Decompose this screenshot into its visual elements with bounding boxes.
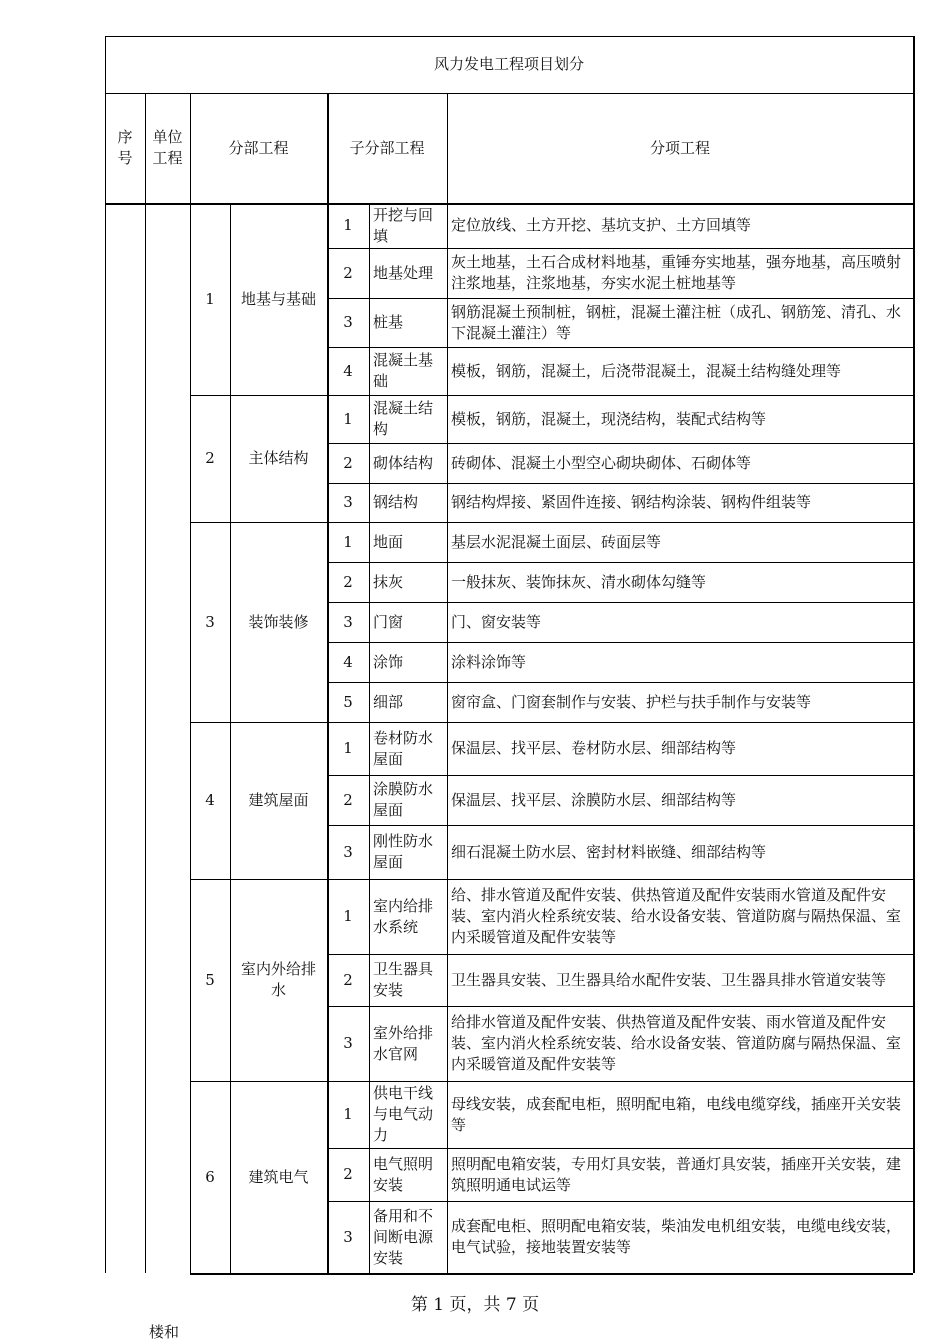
item-description: 一般抹灰、装饰抹灰、清水砌体勾缝等 — [451, 572, 707, 591]
subdivision-name: 供电干线与电气动力 — [373, 1084, 434, 1144]
subdivision-name: 备用和不间断电源安装 — [373, 1206, 434, 1267]
division-name: 地基与基础 — [240, 289, 316, 308]
header-seq: 序号 — [117, 128, 133, 167]
subdivision-number: 2 — [343, 970, 353, 989]
item-description: 基层水泥混凝土面层、砖面层等 — [451, 532, 662, 551]
item-description: 保温层、找平层、卷材防水层、细部结构等 — [451, 739, 737, 757]
division-name: 装饰装修 — [248, 612, 309, 631]
table-rule-vertical — [145, 93, 146, 1273]
division-name: 建筑电气 — [248, 1167, 309, 1186]
stray-text: 楼和 — [149, 1323, 180, 1341]
item-description: 给排水管道及配件安装、供热管道及配件安装、雨水管道及配件安装、室内消火栓系统安装、给水设备安装、管道防腐与隔热保温、室内采暖管道及配件安装等 — [451, 1013, 902, 1073]
subdivision-number: 3 — [343, 493, 353, 511]
item-description: 母线安装，成套配电柜，照明配电箱，电线电缆穿线，插座开关安装等 — [451, 1094, 902, 1134]
item-description: 灰土地基，土石合成材料地基，重锤夯实地基，强夯地基，高压喷射注浆地基，注浆地基，夯实水泥土桩地基等 — [451, 253, 902, 292]
division-number: 4 — [205, 791, 215, 809]
subdivision-name: 桩基 — [373, 313, 404, 331]
subdivision-number: 1 — [343, 1105, 353, 1123]
subdivision-number: 2 — [343, 1165, 353, 1183]
subdivision-number: 1 — [343, 216, 353, 234]
division-number: 3 — [205, 612, 215, 631]
item-description: 成套配电柜、照明配电箱安装，柴油发电机组安装，电缆电线安装，电气试验，接地装置安装等 — [451, 1217, 902, 1256]
item-description: 钢筋混凝土预制桩，钢桩，混凝土灌注桩（成孔、钢筋笼、清孔、水下混凝土灌注）等 — [451, 302, 902, 342]
subdivision-number: 4 — [343, 361, 353, 380]
item-description: 保温层、找平层、涂膜防水层、细部结构等 — [451, 790, 737, 809]
subdivision-name: 室外给排水官网 — [373, 1023, 434, 1063]
subdivision-name: 钢结构 — [373, 493, 419, 511]
subdivision-name: 地面 — [373, 532, 404, 551]
item-description: 照明配电箱安装，专用灯具安装，普通灯具安装，插座开关安装，建筑照明通电试运等 — [451, 1154, 902, 1194]
subdivision-name: 地基处理 — [373, 263, 434, 282]
subdivision-name: 开挖与回填 — [373, 205, 434, 245]
subdivision-name: 混凝土结构 — [373, 399, 434, 438]
subdivision-number: 3 — [343, 842, 353, 861]
subdivision-number: 1 — [343, 739, 353, 757]
header-unit: 单位工程 — [152, 128, 183, 167]
division-number: 6 — [205, 1167, 215, 1186]
subdivision-name: 细部 — [373, 692, 404, 711]
subdivision-name: 涂饰 — [373, 652, 404, 671]
subdivision-number: 3 — [343, 1034, 353, 1052]
subdivision-number: 2 — [343, 790, 353, 809]
item-description: 模板，钢筋，混凝土，后浇带混凝土，混凝土结构缝处理等 — [451, 361, 842, 380]
item-description: 细石混凝土防水层、密封材料嵌缝、细部结构等 — [451, 842, 767, 861]
subdivision-name: 卷材防水屋面 — [373, 728, 434, 768]
header-subdivision: 子分部工程 — [349, 138, 425, 157]
subdivision-name: 刚性防水屋面 — [373, 832, 434, 871]
subdivision-name: 门窗 — [373, 612, 404, 631]
subdivision-number: 1 — [343, 409, 353, 428]
table-rule-vertical — [105, 36, 106, 1273]
subdivision-name: 卫生器具安装 — [373, 960, 434, 999]
table-rule-vertical — [913, 36, 915, 1273]
subdivision-number: 1 — [343, 907, 353, 925]
subdivision-number: 1 — [343, 532, 353, 551]
item-description: 卫生器具安装、卫生器具给水配件安装、卫生器具排水管道安装等 — [451, 970, 887, 989]
table-rule-horizontal — [190, 1273, 913, 1275]
subdivision-number: 2 — [343, 263, 353, 282]
item-description: 模板，钢筋，混凝土，现浇结构，装配式结构等 — [451, 409, 767, 428]
item-description: 定位放线、土方开挖、基坑支护、土方回填等 — [451, 216, 752, 234]
item-description: 砖砌体、混凝土小型空心砌块砌体、石砌体等 — [451, 453, 752, 472]
table-rule-horizontal — [105, 93, 913, 94]
subdivision-name: 抹灰 — [373, 572, 404, 591]
subdivision-name: 涂膜防水屋面 — [373, 780, 434, 819]
item-description: 窗帘盒、门窗套制作与安装、护栏与扶手制作与安装等 — [451, 692, 812, 711]
division-number: 1 — [205, 289, 215, 308]
subdivision-name: 室内给排水系统 — [373, 896, 434, 936]
division-name: 室内外给排水 — [240, 960, 316, 999]
subdivision-number: 3 — [343, 313, 353, 331]
subdivision-number: 3 — [343, 1227, 353, 1246]
subdivision-number: 4 — [343, 652, 353, 671]
table-title: 风力发电工程项目划分 — [433, 55, 584, 73]
division-number: 2 — [205, 449, 215, 467]
subdivision-number: 2 — [343, 453, 353, 472]
header-division: 分部工程 — [228, 138, 289, 157]
item-description: 涂料涂饰等 — [451, 652, 527, 671]
division-name: 主体结构 — [248, 449, 309, 467]
subdivision-name: 砌体结构 — [373, 453, 434, 472]
subdivision-number: 3 — [343, 612, 353, 631]
subdivision-name: 混凝土基础 — [373, 351, 434, 390]
item-description: 给、排水管道及配件安装、供热管道及配件安装雨水管道及配件安装、室内消火栓系统安装、给水设备安装、管道防腐与隔热保温、室内采暖管道及配件安装等 — [451, 886, 902, 946]
item-description: 门、窗安装等 — [451, 612, 542, 631]
header-item: 分项工程 — [649, 138, 710, 157]
item-description: 钢结构焊接、紧固件连接、钢结构涂装、钢构件组装等 — [451, 493, 812, 511]
table-rule-horizontal — [105, 36, 913, 37]
page-footer: 第 1 页，共 7 页 — [410, 1295, 540, 1315]
subdivision-name: 电气照明安装 — [373, 1154, 434, 1194]
division-number: 5 — [205, 970, 215, 989]
subdivision-number: 2 — [343, 572, 353, 591]
division-name: 建筑屋面 — [248, 791, 309, 809]
subdivision-number: 5 — [343, 692, 353, 711]
